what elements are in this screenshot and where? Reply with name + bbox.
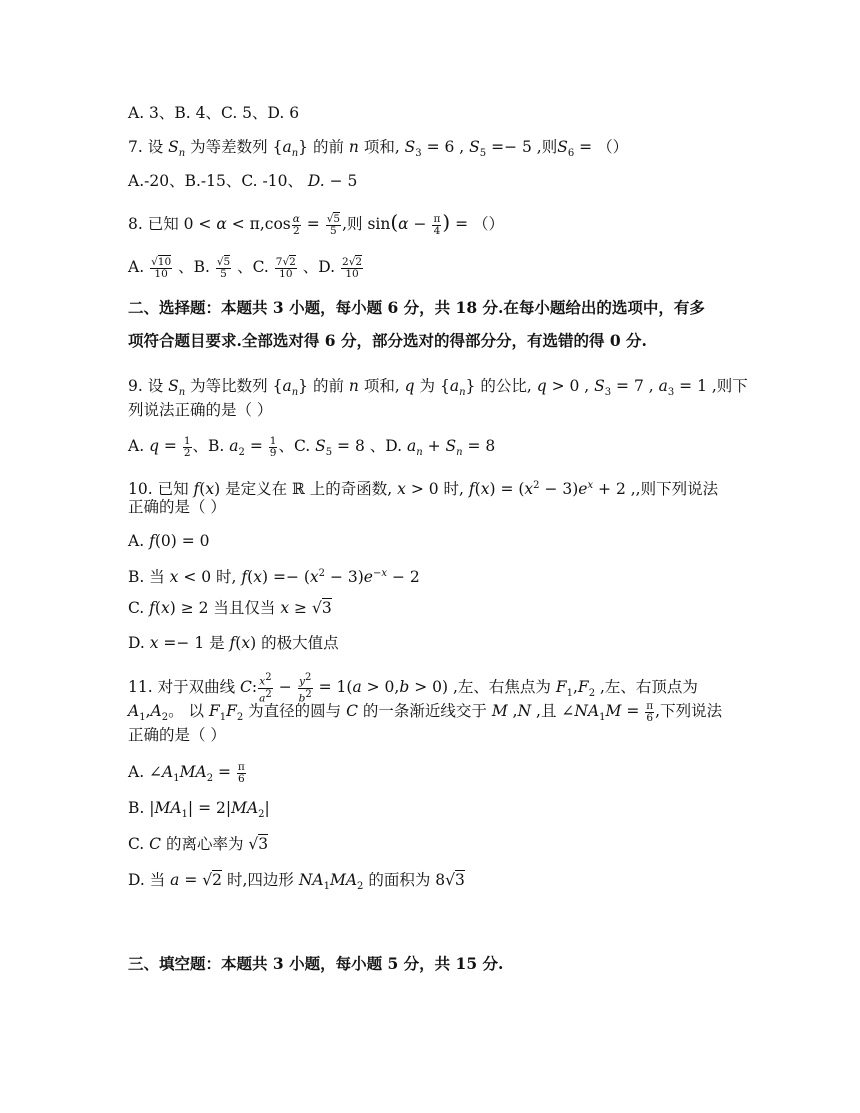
q11-opt: C.	[128, 835, 150, 853]
q11-text: −	[273, 678, 297, 696]
q11-text: ,且 ∠	[531, 702, 575, 720]
q7-stem: 7. 设 $S_n$ 为等差数列 $\{a_n\}$ 的前 n 项和, $S_3 = 6$ , $S_5 =- 5$ ,则$S_6$ = （）	[128, 138, 629, 160]
q10-option-b: B. 当 x < 0 时, $f(x) =- (x^2 - 3)e^{-x} - 2$	[128, 568, 420, 587]
q11-text: 。 以	[168, 702, 209, 720]
q10-text: 10. 已知	[128, 480, 194, 499]
q11-text: 为直径的圆与	[243, 702, 347, 720]
q11-stem-line2: $A_1,A_2$。 以 $F_1F_2$ 为直径的圆与 C 的一条渐近线交于 M ,N ,且 $\angle NA_1M$ = $\frac{\pi}{6}$ ,下列说法	[128, 699, 723, 724]
q11-option-a: A. $\angle A_1MA_2$ = $\frac{\pi}{6}$	[128, 760, 245, 785]
q11-opt: =	[179, 871, 203, 889]
q7-options: A.-20、B.-15、C. -10、 D. − 5	[128, 172, 358, 190]
q11-opt: =	[213, 763, 236, 781]
q9-text: 为等比数列	[185, 377, 273, 395]
q6-options: A. 3、B. 4、C. 5、D. 6	[128, 104, 300, 122]
q10-stem-line2: 正确的是（ ）	[128, 498, 226, 516]
q7-cond: = 6 ,	[426, 138, 470, 156]
q7-ask: = （）	[574, 138, 629, 156]
section2-heading-line2: 项符合题目要求.全部选对得 6 分，部分选对的得部分分，有选错的得 0 分.	[128, 331, 647, 350]
q10-opt: A.	[128, 532, 150, 550]
q11-text: > 0,	[361, 678, 400, 696]
q10-text: + 2 ,,则下列说法	[593, 480, 719, 499]
q10-text: 是定义在 ℝ 上的奇函数,	[220, 480, 398, 499]
q10-option-c: C. f(x) ≥ 2 当且仅当 x ≥ √3	[128, 599, 332, 617]
q11-opt: |	[264, 799, 270, 817]
q11-opt: B. |	[128, 799, 155, 817]
q11-text: 11. 对于双曲线	[128, 678, 241, 696]
q9-stem: 9. 设 $S_n$ 为等比数列 $\{a_n\}$ 的前 n 项和, q 为 $\{a_n\}$ 的公比, q > 0 , $S_3 = 7$ , $a_3 = 1$ ,则下	[128, 377, 748, 399]
q11-stem: 11. 对于双曲线 C: $\frac{x^2}{a^2}$ − $\frac{y^2}{b^2}$ = 1(a > 0,b > 0) ,左、右焦点为 $F_1,F_2$ ,左、右顶点为	[128, 672, 698, 704]
q8-text: =	[301, 215, 325, 233]
q10-opt: ≥ 2 当且仅当	[175, 599, 281, 617]
q11-opt: 的面积为 8	[363, 871, 446, 889]
q11-text: 的一条渐近线交于	[357, 702, 492, 720]
q8-text: ,则 sin	[342, 215, 391, 233]
q11-text: ,	[572, 678, 578, 696]
section2-heading-line1: 二、选择题：本题共 3 小题，每小题 6 分，共 18 分.在每小题给出的选项中，有多	[128, 298, 705, 317]
q7-prefix: 7. 设	[128, 138, 169, 156]
q9-options: A. q = $\frac{1}{2}$ 、B. $a_2$ = $\frac{1}{9}$ 、C. $S_5 = 8$ 、D. $a_n + S_n = 8$	[128, 434, 496, 459]
q11-opt: | = 2|	[187, 799, 232, 817]
q10-opt: = 0	[176, 532, 210, 550]
q9-text: = 1 ,则下	[674, 377, 748, 395]
q10-opt: B. 当	[128, 568, 170, 587]
q8-stem: 8. 已知 0 < α < π,cos $\frac{\alpha}{2}$ = $\frac{√5}{5}$ ,则 sin(α − $\frac{\pi}{4}$ ) = （）	[128, 210, 505, 237]
q10-option-a: A. f(0) = 0	[128, 532, 210, 550]
q10-opt: D.	[128, 634, 150, 652]
q11-text: > 0) ,左、右焦点为	[409, 678, 556, 696]
q11-opt: D. 当	[128, 871, 171, 889]
q11-opt: 的离心率为	[161, 835, 249, 853]
q10-text: > 0 时,	[405, 480, 469, 499]
q11-option-c: C. C 的离心率为 √3	[128, 835, 269, 853]
q11-text: ,左、右顶点为	[595, 678, 698, 696]
q8-text: = （）	[450, 215, 505, 233]
q11-option-b: B. $|MA_1| = 2|MA_2|$	[128, 799, 270, 821]
q9-text: = 7 ,	[611, 377, 659, 395]
q7-cond: =− 5 ,则	[491, 138, 558, 156]
q11-opt: 时,四边形	[222, 871, 299, 889]
q7-options-text: A.-20、B.-15、C. -10、	[128, 172, 303, 190]
q9-stem-line2: 列说法正确的是（ ）	[128, 401, 273, 419]
q10-opt: =− 1 是	[158, 634, 230, 652]
q11-text: ,下列说法	[655, 702, 723, 720]
q7-text: 的前	[308, 138, 349, 156]
q9-text: 为	[414, 377, 440, 395]
q8-prefix: 8. 已知 0 <	[128, 215, 217, 233]
q11-opt: A. ∠	[128, 763, 163, 781]
q10-stem: 10. 已知 f(x) 是定义在 ℝ 上的奇函数, x > 0 时, $f(x) = (x^2 - 3)e^x + 2$ ,,则下列说法	[128, 480, 719, 499]
q7-text: 项和,	[358, 138, 405, 156]
q8-options: A. $\frac{√10}{10}$ 、B. $\frac{√5}{5}$ 、C. $\frac{7√2}{10}$ 、D. $\frac{2√2}{10}$	[128, 255, 363, 280]
q9-text: > 0 ,	[546, 377, 595, 395]
q10-text: = (	[495, 480, 525, 499]
q10-option-d: D. x =− 1 是 f(x) 的极大值点	[128, 634, 339, 652]
q11-stem-line3: 正确的是（ ）	[128, 726, 226, 744]
section3-heading: 三、填空题：本题共 3 小题，每小题 5 分，共 15 分.	[128, 954, 504, 973]
q10-opt: =− (	[268, 568, 310, 587]
q10-opt: − 3)	[325, 568, 364, 587]
q10-opt: C.	[128, 599, 150, 617]
q10-opt: < 0 时,	[178, 568, 242, 587]
q10-text: − 3)	[539, 480, 579, 499]
q10-opt: − 2	[387, 568, 420, 587]
q7-text: 为等差数列	[185, 138, 273, 156]
q8-text: < π,cos	[226, 215, 291, 233]
q9-text: 的前	[308, 377, 349, 395]
q11-text: = 1(	[313, 678, 353, 696]
q9-text: 的公比,	[475, 377, 537, 395]
q10-opt: ≥	[289, 599, 312, 617]
q9-text: 9. 设	[128, 377, 169, 395]
q10-opt: 的极大值点	[256, 634, 339, 652]
q11-text: =	[621, 702, 645, 720]
q11-option-d: D. 当 a = √2 时,四边形 $NA_1MA_2$ 的面积为 8√3	[128, 871, 465, 893]
q9-text: 项和,	[358, 377, 405, 395]
